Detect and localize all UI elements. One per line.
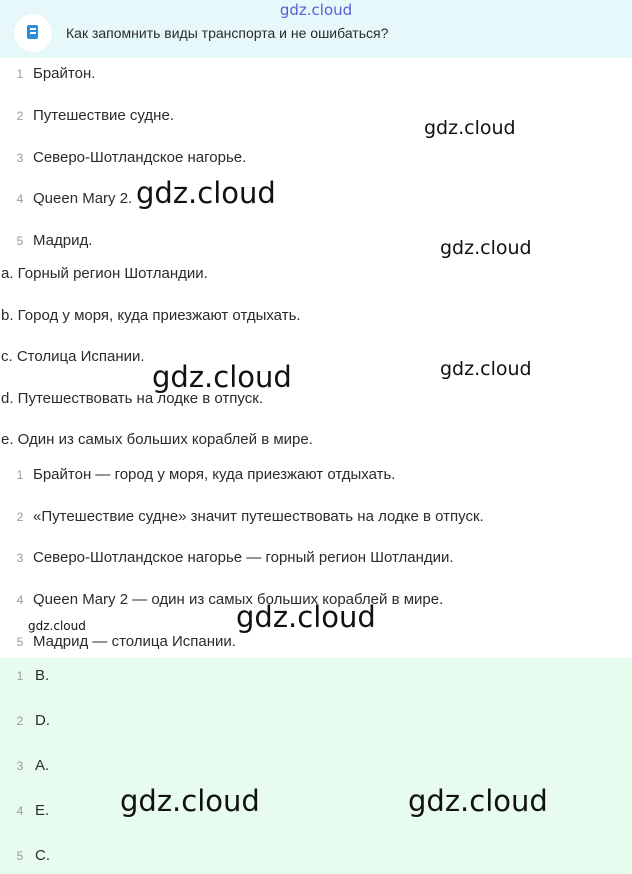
sentence-number: 1 — [16, 468, 24, 482]
definition-item: b. Город у моря, куда приезжают отдыхать. — [1, 307, 301, 324]
answer-text: B. — [35, 667, 50, 684]
item-text: Мадрид. — [33, 232, 93, 249]
sentence-text: Брайтон — город у моря, куда приезжают отдыхать. — [33, 466, 396, 483]
definition-item: a. Горный регион Шотландии. — [1, 265, 208, 282]
item-number: 1 — [16, 67, 24, 81]
watermark: gdz.cloud — [440, 237, 532, 259]
watermark: gdz.cloud — [136, 176, 276, 210]
answer-item — [0, 756, 632, 776]
sentence-item — [0, 507, 632, 527]
answer-text: C. — [35, 847, 50, 864]
sentence-text: «Путешествие судне» значит путешествовать на лодке в отпуск. — [33, 508, 484, 525]
watermark: gdz.cloud — [408, 784, 548, 818]
sentence-item — [0, 548, 632, 568]
item-number: 4 — [16, 192, 24, 206]
sentence-text: Мадрид — столица Испании. — [33, 633, 236, 650]
definition-item: e. Один из самых больших кораблей в мире. — [1, 431, 313, 448]
answer-number: 1 — [16, 669, 24, 683]
item-number: 2 — [16, 109, 24, 123]
watermark: gdz.cloud — [236, 600, 376, 634]
sentence-number: 4 — [16, 593, 24, 607]
item-text: Путешествие судне. — [33, 107, 174, 124]
definition-item: c. Столица Испании. — [1, 348, 145, 365]
answer-text: D. — [35, 712, 50, 729]
watermark: gdz.cloud — [424, 117, 516, 139]
answer-number: 3 — [16, 759, 24, 773]
site-brand: gdz.cloud — [279, 1, 353, 19]
list-item — [0, 231, 632, 251]
item-text: Queen Mary 2. — [33, 190, 133, 207]
list-item — [0, 64, 632, 84]
answer-box — [0, 658, 632, 874]
item-number: 3 — [16, 151, 24, 165]
sentence-number: 5 — [16, 635, 24, 649]
item-number: 5 — [16, 234, 24, 248]
list-item — [0, 106, 632, 126]
list-item — [0, 148, 632, 168]
answer-text: E. — [35, 802, 50, 819]
answer-number: 4 — [16, 804, 24, 818]
sentence-number: 2 — [16, 510, 24, 524]
watermark: gdz.cloud — [28, 619, 86, 633]
answer-number: 2 — [16, 714, 24, 728]
sentence-number: 3 — [16, 551, 24, 565]
question-text[interactable]: Как запомнить виды транспорта и не ошибаться? — [66, 25, 389, 41]
item-text: Брайтон. — [33, 65, 96, 82]
watermark: gdz.cloud — [120, 784, 260, 818]
answer-item — [0, 711, 632, 731]
answer-item — [0, 666, 632, 686]
item-text: Северо-Шотландское нагорье. — [33, 149, 247, 166]
list-item — [0, 189, 632, 209]
definition-item: d. Путешествовать на лодке в отпуск. — [1, 390, 263, 407]
sentence-item — [0, 465, 632, 485]
answer-number: 5 — [16, 849, 24, 863]
watermark: gdz.cloud — [440, 358, 532, 380]
watermark: gdz.cloud — [152, 360, 292, 394]
sentence-item — [0, 632, 632, 652]
sentence-text: Queen Mary 2 — один из самых больших кораблей в мире. — [33, 591, 444, 608]
answer-text: A. — [35, 757, 50, 774]
sentence-text: Северо-Шотландское нагорье — горный регион Шотландии. — [33, 549, 454, 566]
answer-item — [0, 846, 632, 866]
